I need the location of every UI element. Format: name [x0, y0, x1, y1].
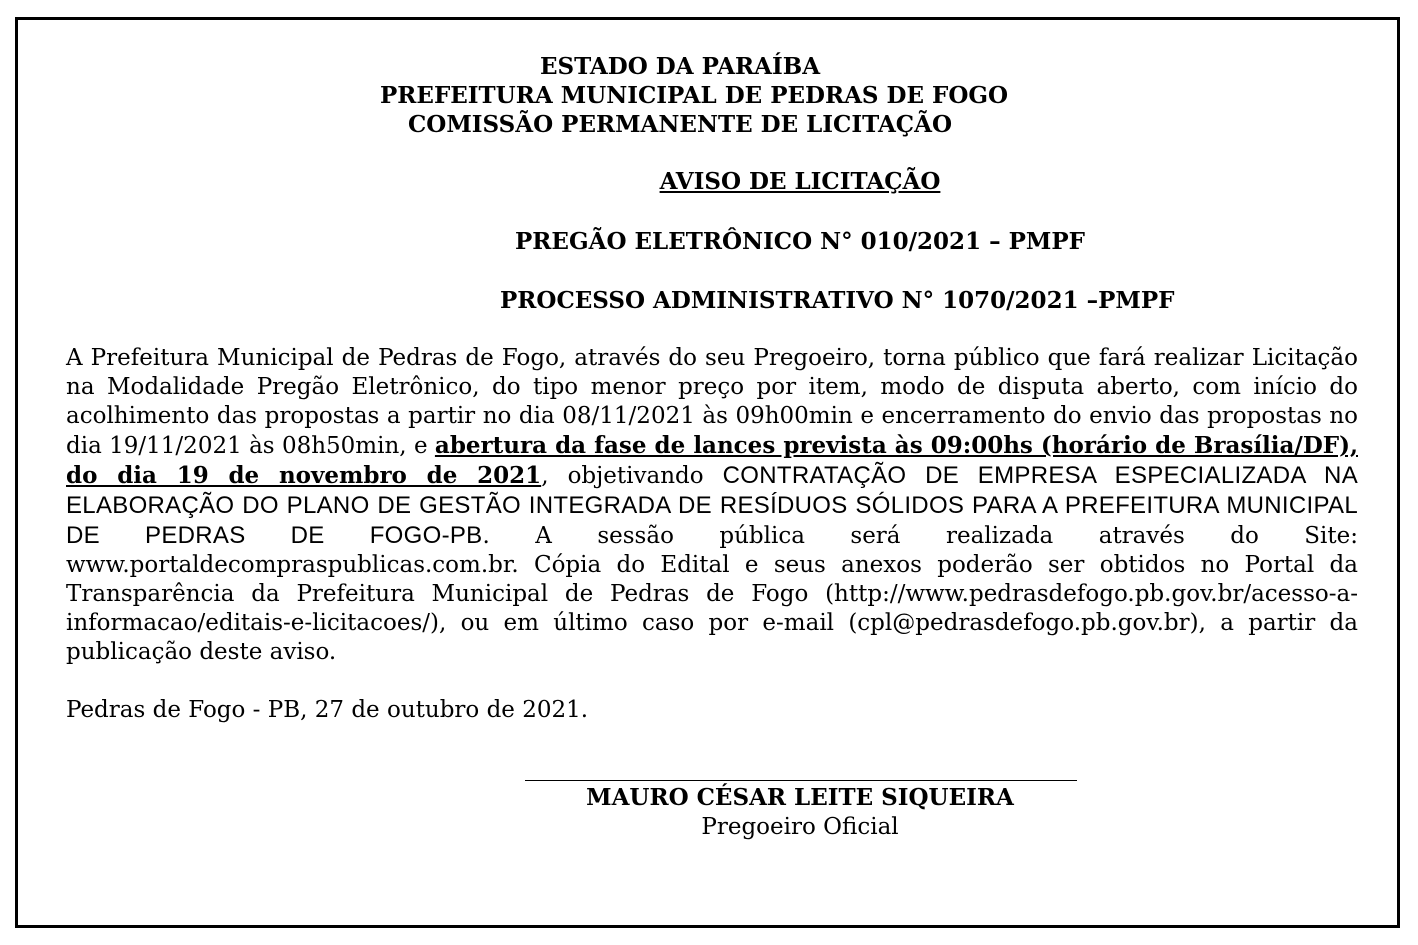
- signature-name: MAURO CÉSAR LEITE SIQUEIRA: [586, 784, 1014, 811]
- header-state: ESTADO DA PARAÍBA: [539, 53, 821, 80]
- body-highlight: abertura da fase de lances prevista às 09:00hs (horário de Brasília/DF), do dia 19 de novembro de 2021: [66, 432, 1358, 489]
- body-object: CONTRATAÇÃO DE EMPRESA ESPECIALIZADA NA ELABORAÇÃO DO PLANO DE GESTÃO INTEGRADA DE RESÍDUOS SÓLIDOS PARA A PREFEITURA MUNICIPAL DE PEDRAS DE FOGO-PB: [66, 462, 1358, 549]
- signature-role: Pregoeiro Oficial: [701, 814, 899, 840]
- notice-body: [66, 344, 1358, 667]
- processo-number: PROCESSO ADMINISTRATIVO N° 1070/2021 –PMPF: [500, 287, 1175, 314]
- body-closing: . A sessão pública será realizada através do Site: www.portaldecompraspublicas.com.br. Cópia do Edital e seus anexos poderão ser obtidos no Portal da Transparência da Prefeitura Municipal de Pedras de Fogo (http://www.pedrasdefogo.pb.gov.br/acesso-a-informacao/editais-e-licitacoes/), ou em último caso por e-mail (cpl@pedrasdefogo.pb.gov.br), a partir da publicação deste aviso.: [66, 523, 1358, 665]
- signature-line: [525, 780, 1077, 781]
- body-connector: , objetivando: [541, 463, 723, 489]
- notice-title: AVISO DE LICITAÇÃO: [659, 168, 941, 195]
- header-block: [380, 52, 1009, 139]
- pregao-number: PREGÃO ELETRÔNICO N° 010/2021 – PMPF: [515, 228, 1085, 255]
- body-intro: A Prefeitura Municipal de Pedras de Fogo, através do seu Pregoeiro, torna público que fará realizar Licitação na Modalidade Pregão Eletrônico, do tipo menor preço por item, modo de disputa aberto, com início do acolhimento das propostas a partir no dia 08/11/2021 às 09h00min e encerramento do envio das propostas no dia 19/11/2021 às 08h50min, e: [66, 345, 1358, 459]
- header-commission: COMISSÃO PERMANENTE DE LICITAÇÃO: [407, 111, 952, 138]
- header-prefeitura: PREFEITURA MUNICIPAL DE PEDRAS DE FOGO: [380, 82, 1009, 109]
- place-date: Pedras de Fogo - PB, 27 de outubro de 2021.: [66, 697, 589, 723]
